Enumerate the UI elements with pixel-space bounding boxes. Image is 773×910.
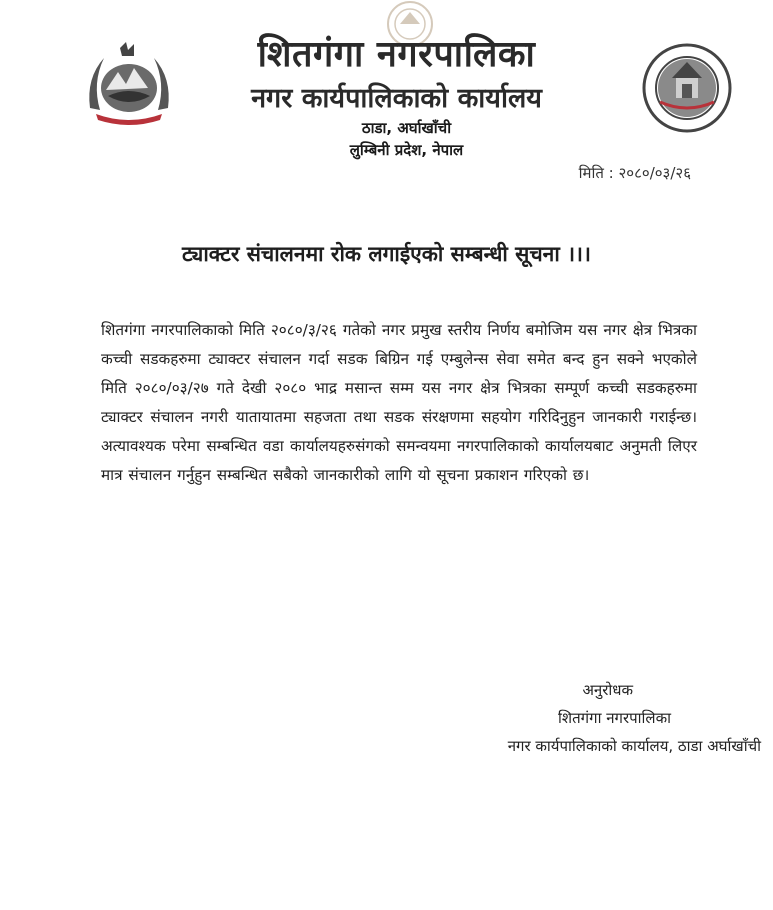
office-name: नगर कार्यपालिकाको कार्यालय — [251, 83, 542, 114]
signature-requester: अनुरोधक — [582, 681, 633, 699]
document-date: मिति : २०८०/०३/२६ — [578, 164, 691, 182]
notice-body: शितगंगा नगरपालिकाको मिति २०८०/३/२६ गतेको नगर प्रमुख स्तरीय निर्णय बमोजिम यस नगर क्षेत्र भित्रका कच्ची सडकहरुमा ट्याक्टर संचालन गर्दा सडक बिग्रिन गई एम्बुलेन्स सेवा समेत बन्द हुन सक्ने भएकोले मिति २०८०/०३/२७ गते देखी २०८० भाद्र मसान्त सम्म यस नगर क्षेत्र भित्रका सम्पूर्ण कच्ची सडकहरुमा ट्याक्टर संचालन नगरी यातायातमा सहजता तथा सडक संरक्षणमा सहयोग गरिदिनुहुन जानकारी गराईन्छ। अत्यावश्यक परेमा सम्बन्धित वडा कार्यालयहरुसंगको समन्वयमा नगरपालिकाको कार्यालयबाट अनुमती लिएर मात्र संचालन गर्नुहुन सम्बन्धित सबैको जानकारीको लागि यो सूचना प्रकाशन गरिएको छ। — [101, 321, 697, 484]
organization-name: शितगंगा नगरपालिका — [257, 33, 536, 75]
signature-office: नगर कार्यपालिकाको कार्यालय, ठाडा अर्घाखाँची — [507, 737, 761, 755]
address-line-2: लुम्बिनी प्रदेश, नेपाल — [349, 141, 464, 159]
signature-org: शितगंगा नगरपालिका — [558, 709, 671, 727]
notice-subject: ट्याक्टर संचालनमा रोक लगाईएको सम्बन्धी सूचना ।।। — [182, 242, 591, 266]
signature-block — [508, 676, 761, 760]
address-line-1: ठाडा, अर्घाखाँची — [361, 119, 452, 137]
